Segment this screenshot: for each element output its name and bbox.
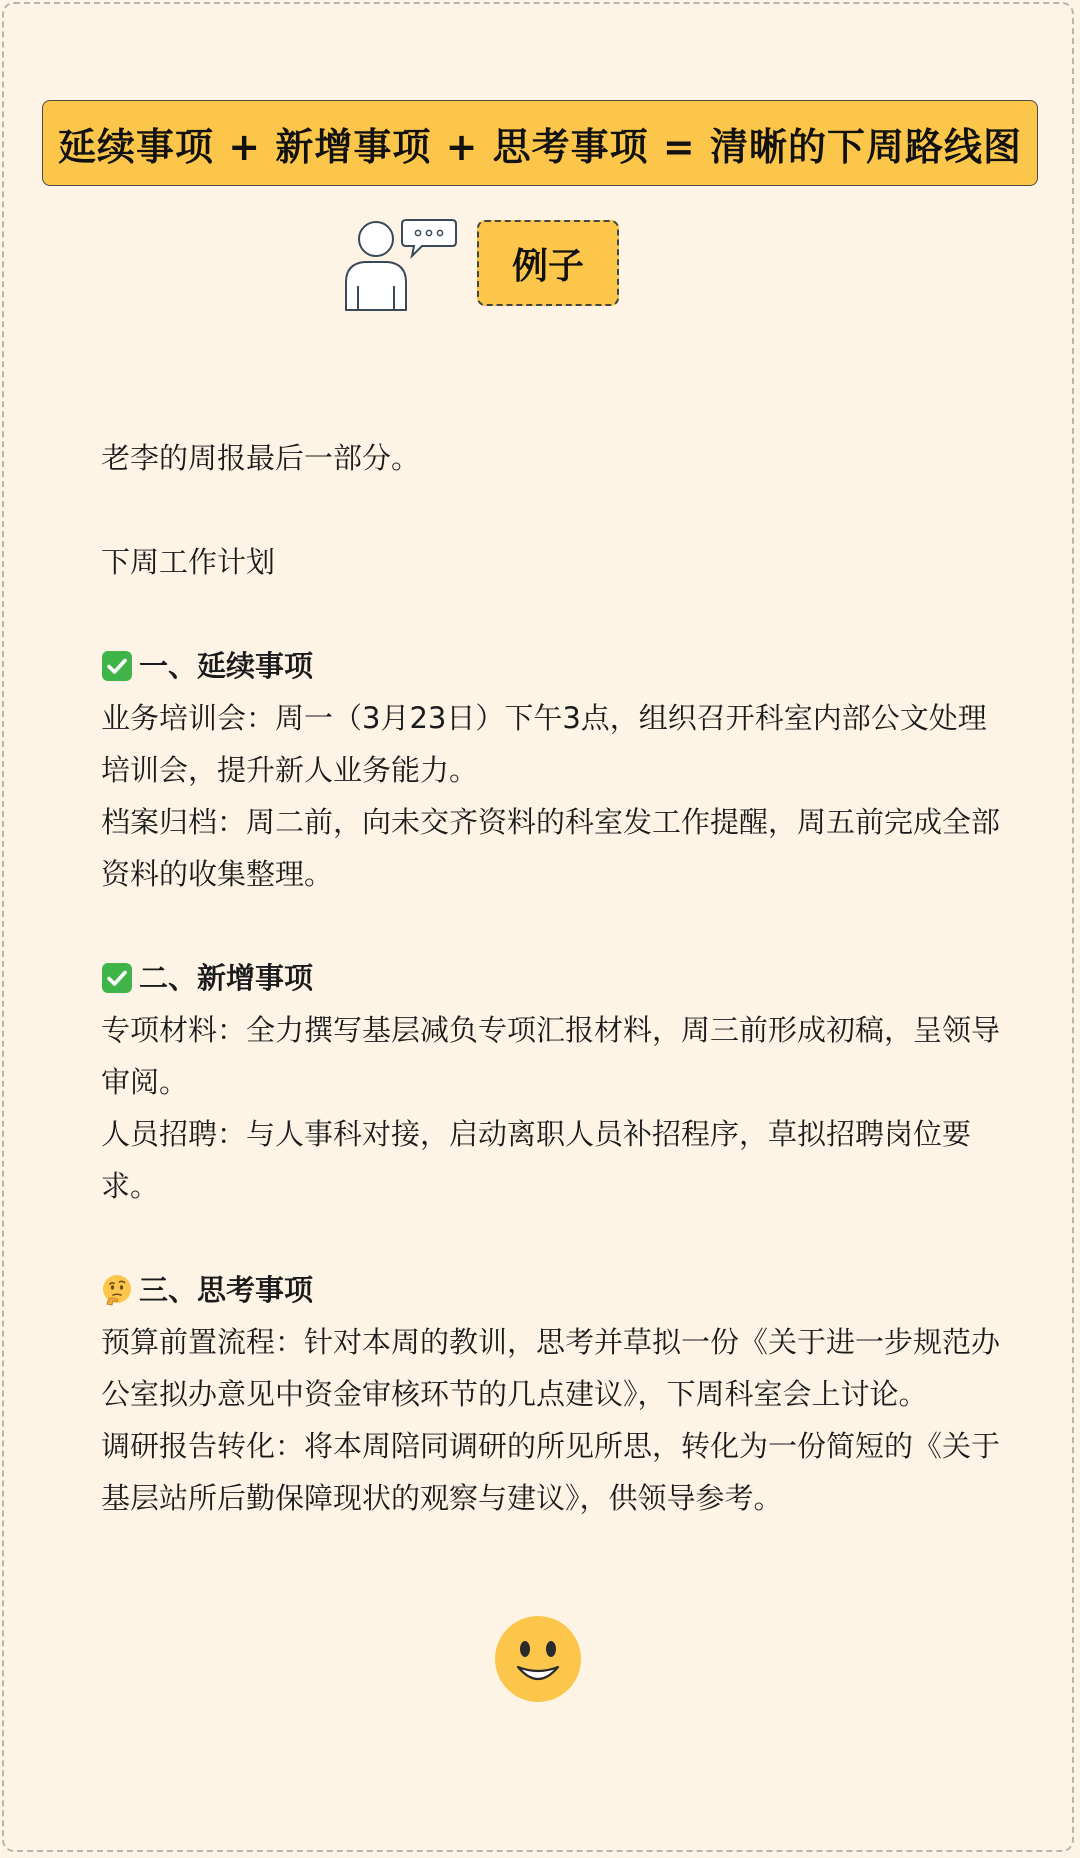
section-item: 档案归档：周二前，向未交齐资料的科室发工作提醒，周五前完成全部资料的收集整理。 <box>101 805 1001 891</box>
check-mark-icon <box>101 962 133 994</box>
section-heading-text: 三、思考事项 <box>139 1273 314 1307</box>
thinking-face-icon <box>101 1274 133 1306</box>
banner-title: 延续事项 + 新增事项 + 思考事项 = 清晰的下周路线图 <box>58 124 1022 169</box>
smiley-face-icon <box>494 1615 582 1703</box>
section-item: 预算前置流程：针对本周的教训，思考并草拟一份《关于进一步规范办公室拟办意见中资金审核环节的几点建议》，下周科室会上讨论。 <box>101 1325 1001 1411</box>
section-item: 业务培训会：周一（3月23日）下午3点，组织召开科室内部公文处理培训会，提升新人业务能力。 <box>101 701 987 787</box>
section-item: 调研报告转化：将本周陪同调研的所见所思，转化为一份简短的《关于基层站所后勤保障现状的观察与建议》，供领导参考。 <box>101 1429 1001 1515</box>
section-heading-continuing <box>101 640 1011 692</box>
plan-title: 下周工作计划 <box>101 545 276 579</box>
intro-text: 老李的周报最后一部分。 <box>101 441 421 475</box>
section-heading-new <box>101 952 1011 1004</box>
person-speaking-icon <box>340 216 460 312</box>
example-tag-label: 例子 <box>511 245 584 287</box>
section-item: 人员招聘：与人事科对接，启动离职人员补招程序，草拟招聘岗位要求。 <box>101 1117 972 1203</box>
weekly-report-content <box>101 432 1011 1524</box>
example-tag <box>477 220 619 306</box>
section-item: 专项材料：全力撰写基层减负专项汇报材料，周三前形成初稿，呈领导审阅。 <box>101 1013 1001 1099</box>
section-heading-thinking <box>101 1264 1011 1316</box>
check-mark-icon <box>101 650 133 682</box>
title-banner <box>42 100 1038 186</box>
section-heading-text: 二、新增事项 <box>139 961 314 995</box>
section-heading-text: 一、延续事项 <box>139 649 314 683</box>
